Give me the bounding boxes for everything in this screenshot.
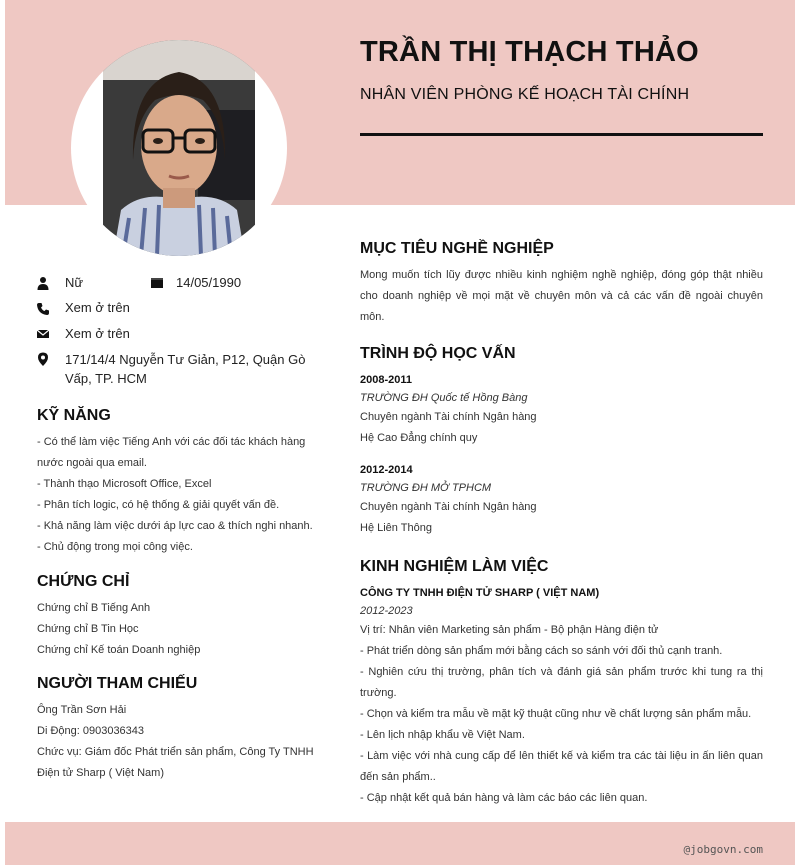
address-line-2: Vấp, TP. HCM xyxy=(65,371,147,386)
header-divider xyxy=(360,133,763,136)
birthdate-value: 14/05/1990 xyxy=(176,275,242,290)
experience-duty: - Nghiên cứu thị trường, phân tích và đánh giá sản phẩm trước khi tung ra thị trường. xyxy=(360,666,763,699)
experience-duty: - Làm việc với nhà cung cấp để lên thiết kế và kiểm tra các tài liệu in ấn liên quan đến sản phẩm.. xyxy=(360,750,763,783)
certificates-list xyxy=(37,598,327,661)
experience-duty: - Phát triển dòng sản phẩm mới bằng cách so sánh với đối thủ cạnh tranh. xyxy=(360,645,723,657)
profile-photo xyxy=(103,40,255,256)
objective-heading: MỤC TIÊU NGHỀ NGHIỆP xyxy=(360,240,554,257)
experience-company: CÔNG TY TNHH ĐIỆN TỬ SHARP ( VIỆT NAM) xyxy=(360,587,600,599)
skill-item: - Có thể làm việc Tiếng Anh với các đối tác khách hàng xyxy=(37,436,306,448)
reference-item: Di Động: 0903036343 xyxy=(37,725,145,737)
certificate-item: Chứng chỉ B Tin Học xyxy=(37,623,139,635)
experience-duty: - Chọn và kiểm tra mẫu về mặt kỹ thuật cũng như về chất lượng sản phẩm mẫu. xyxy=(360,708,752,720)
cv-page xyxy=(5,0,795,865)
calendar-icon xyxy=(150,276,164,290)
skills-heading: KỸ NĂNG xyxy=(37,407,111,424)
education-school: TRƯỜNG ĐH Quốc tế Hồng Bàng xyxy=(360,392,528,404)
experience-duty: - Lên lịch nhập khẩu về Việt Nam. xyxy=(360,729,525,741)
reference-item: Điện tử Sharp ( Việt Nam) xyxy=(37,767,164,779)
education-period: 2012-2014 xyxy=(360,464,413,476)
references-list xyxy=(37,700,327,784)
address-line-1: 171/14/4 Nguyễn Tư Giản, P12, Quận Gò xyxy=(65,352,306,367)
skills-list xyxy=(37,432,327,558)
education-school: TRƯỜNG ĐH MỞ TPHCM xyxy=(360,482,492,494)
education-period: 2008-2011 xyxy=(360,374,412,386)
education-heading: TRÌNH ĐỘ HỌC VẤN xyxy=(360,345,516,362)
gender-value: Nữ xyxy=(65,275,84,290)
skill-item: nước ngoài qua email. xyxy=(37,457,147,469)
education-entry xyxy=(360,371,763,449)
skill-item: - Phân tích logic, có hệ thống & giải quyết vấn đề. xyxy=(37,499,280,511)
phone-icon xyxy=(36,302,50,316)
experience-duty: - Cập nhật kết quả bán hàng và làm các báo các liên quan. xyxy=(360,792,648,804)
skill-item: - Thành thạo Microsoft Office, Excel xyxy=(37,478,212,490)
education-major: Chuyên ngành Tài chính Ngân hàng xyxy=(360,501,537,513)
education-entry xyxy=(360,461,763,539)
experience-entry xyxy=(360,584,763,809)
education-level: Hệ Liên Thông xyxy=(360,522,432,534)
email-value: Xem ở trên xyxy=(65,326,130,341)
person-icon xyxy=(36,276,50,290)
location-pin-icon xyxy=(36,352,50,366)
job-title: NHÂN VIÊN PHÒNG KẾ HOẠCH TÀI CHÍNH xyxy=(360,86,690,103)
experience-position: Vị trí: Nhân viên Marketing sản phẩm - Bộ phận Hàng điện tử xyxy=(360,624,659,636)
experience-heading: KINH NGHIỆM LÀM VIỆC xyxy=(360,558,549,575)
experience-period: 2012-2023 xyxy=(360,605,413,617)
objective-text: Mong muốn tích lũy được nhiều kinh nghiệm nghề nghiệp, đóng góp thật nhiều cho doanh nghiệp về mọi mặt về chuyên môn và cả các vấn đề ngoài chuyên môn. xyxy=(360,269,763,323)
footer-band xyxy=(5,822,795,865)
reference-item: Chức vụ: Giám đốc Phát triển sản phẩm, Công Ty TNHH xyxy=(37,746,314,758)
certificate-item: Chứng chỉ B Tiếng Anh xyxy=(37,602,151,614)
skill-item: - Khả năng làm việc dưới áp lực cao & thích nghi nhanh. xyxy=(37,520,313,532)
candidate-name: TRẦN THỊ THẠCH THẢO xyxy=(360,36,699,68)
watermark-text: @jobgovn.com xyxy=(683,843,763,856)
references-heading: NGƯỜI THAM CHIẾU xyxy=(37,675,198,692)
education-major: Chuyên ngành Tài chính Ngân hàng xyxy=(360,411,537,423)
skill-item: - Chủ động trong mọi công việc. xyxy=(37,541,193,553)
email-icon xyxy=(36,327,50,341)
reference-item: Ông Trần Sơn Hải xyxy=(37,704,127,716)
profile-photo-frame xyxy=(71,40,287,256)
certificates-heading: CHỨNG CHỈ xyxy=(37,573,130,590)
phone-value: Xem ở trên xyxy=(65,300,130,315)
education-level: Hệ Cao Đẳng chính quy xyxy=(360,432,478,444)
certificate-item: Chứng chỉ Kế toán Doanh nghiệp xyxy=(37,644,201,656)
